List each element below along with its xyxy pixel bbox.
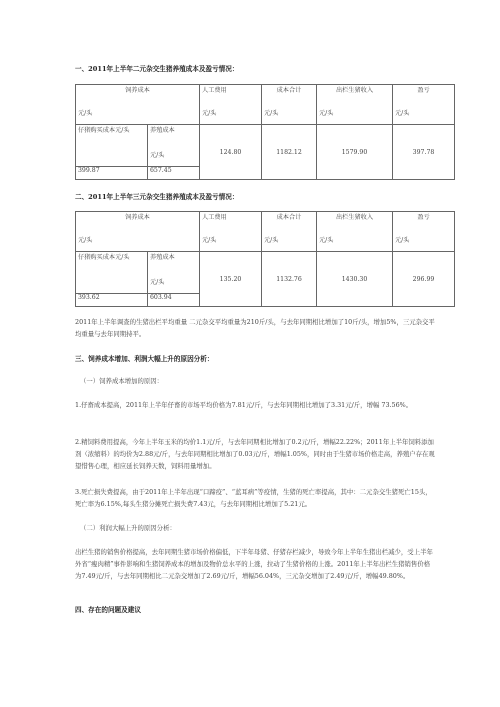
col-feed-cost xyxy=(76,85,200,125)
para-feed-cost: 2.精饲料费用提高，今年上半年玉米的均价1.1元/斤，与去年同期相比增加了0.2元/斤，增幅22.22%；2011年上半年饲料添加剂（浓缩料）的均价为2.88元/斤，与去年同期相比增加了0.03元/斤，增幅1.05%，同时由于生猪市场价格走高，养殖户存在观望惜售心理，相应延长饲养天数，饲料用量增加。 xyxy=(75,438,435,470)
value-piglet: 393.62 xyxy=(76,294,148,307)
section1-title: 一、2011年上半年二元杂交生猪养殖成本及盈亏情况： xyxy=(75,65,239,73)
header-profit: 盈亏 xyxy=(417,214,430,221)
col-total xyxy=(262,212,317,252)
value-total: 1132.76 xyxy=(262,252,317,307)
unit-label: 元/头 xyxy=(264,110,279,117)
value-piglet: 399.87 xyxy=(76,167,148,180)
col-feed-cost xyxy=(76,212,200,252)
header-feed-cost: 饲养成本 xyxy=(125,87,150,94)
col-labor xyxy=(200,85,262,125)
value-profit: 296.99 xyxy=(393,252,455,307)
section2-title: 二、2011年上半年三元杂交生猪养殖成本及盈亏情况： xyxy=(75,193,239,201)
para-weight: 2011年上半年调查的生猪出栏平均重量 二元杂交平均重量为210斤/头，与去年同期相比增加了10斤/头，增加5%，三元杂交平均重量与去年同期持平。 xyxy=(75,318,435,338)
sub-header-piglet: 仔猪购买成本元/头 xyxy=(78,254,130,261)
sub-piglet-cost xyxy=(76,252,148,294)
value-labor: 135.20 xyxy=(200,252,262,307)
value-revenue: 1430.30 xyxy=(317,252,393,307)
col-revenue xyxy=(317,85,393,125)
header-labor: 人工费用 xyxy=(202,214,227,221)
section2-cost-table xyxy=(75,211,455,307)
para-death-loss: 3.死亡损失费提高，由于2011年上半年出现“口蹄疫”、“蓝耳病”等疫情，生猪的死亡率提高，其中：二元杂交生猪死亡15头，死亡率为6.15%,每头生猪分摊死亡损失费7.43元，与去年同期相比增加了5.21元。 xyxy=(75,488,432,508)
col-total xyxy=(262,85,317,125)
value-raising: 603.94 xyxy=(148,294,200,307)
sub-header-raising: 养殖成本 xyxy=(150,254,175,261)
unit-label: 元/头 xyxy=(264,237,279,244)
header-total: 成本合计 xyxy=(276,87,302,94)
sub-raising-cost xyxy=(148,252,200,294)
unit-label: 元/头 xyxy=(78,110,93,117)
header-labor: 人工费用 xyxy=(202,87,227,94)
col-revenue xyxy=(317,212,393,252)
sub-raising-cost xyxy=(148,125,200,167)
header-revenue: 出栏生猪收入 xyxy=(335,87,374,94)
header-revenue: 出栏生猪收入 xyxy=(335,214,374,221)
sub-piglet-cost xyxy=(76,125,148,167)
subheading-cost-reasons: （一）饲养成本增加的原因： xyxy=(80,377,164,385)
unit-label: 元/头 xyxy=(319,110,334,117)
value-revenue: 1579.90 xyxy=(317,125,393,180)
unit-label: 元/头 xyxy=(395,237,410,244)
para-price-rise: 出栏生猪的销售价格提高，去年同期生猪市场价格偏低，下半年母猪、仔猪存栏减少，导致今年上半年生猪出栏减少，受上半年外省“瘦肉精”事件影响和生猪饲养成本的增加及物价总水平的上涨，拉动了生猪价格的上涨。2011年上半年出栏生猪销售价格为7.49元/斤，与去年同期相比二元杂交增加了2.69元/斤，增幅56.04%，三元杂交增加了2.49元/斤，增幅49.80%。 xyxy=(75,548,433,580)
sub-header-raising: 养殖成本 xyxy=(150,127,175,134)
col-profit xyxy=(393,85,455,125)
col-profit xyxy=(393,212,455,252)
unit-label: 元/头 xyxy=(150,279,165,286)
value-total: 1182.12 xyxy=(262,125,317,180)
value-profit: 397.78 xyxy=(393,125,455,180)
unit-label: 元/头 xyxy=(78,237,93,244)
subheading-profit-reasons: （二）利润大幅上升的原因分析： xyxy=(80,524,176,532)
unit-label: 元/头 xyxy=(202,110,217,117)
unit-label: 元/头 xyxy=(319,237,334,244)
sub-header-piglet: 仔猪购买成本元/头 xyxy=(78,127,130,134)
section3-heading: 三、饲养成本增加、利润大幅上升的原因分析： xyxy=(75,355,214,363)
unit-label: 元/头 xyxy=(202,237,217,244)
col-labor xyxy=(200,212,262,252)
header-feed-cost: 饲养成本 xyxy=(125,214,150,221)
header-profit: 盈亏 xyxy=(417,87,430,94)
para-piglet-cost: 1.仔畜成本提高，2011年上半年仔畜的市场平均价格为7.81元/斤，与去年同期相比增加了3.31元/斤，增幅 73.56%。 xyxy=(75,401,413,409)
unit-label: 元/头 xyxy=(150,152,165,159)
section1-cost-table xyxy=(75,84,455,180)
section4-heading: 四、存在的问题及建议 xyxy=(75,606,141,614)
value-raising: 657.45 xyxy=(148,167,200,180)
header-total: 成本合计 xyxy=(276,214,302,221)
value-labor: 124.80 xyxy=(200,125,262,180)
unit-label: 元/头 xyxy=(395,110,410,117)
